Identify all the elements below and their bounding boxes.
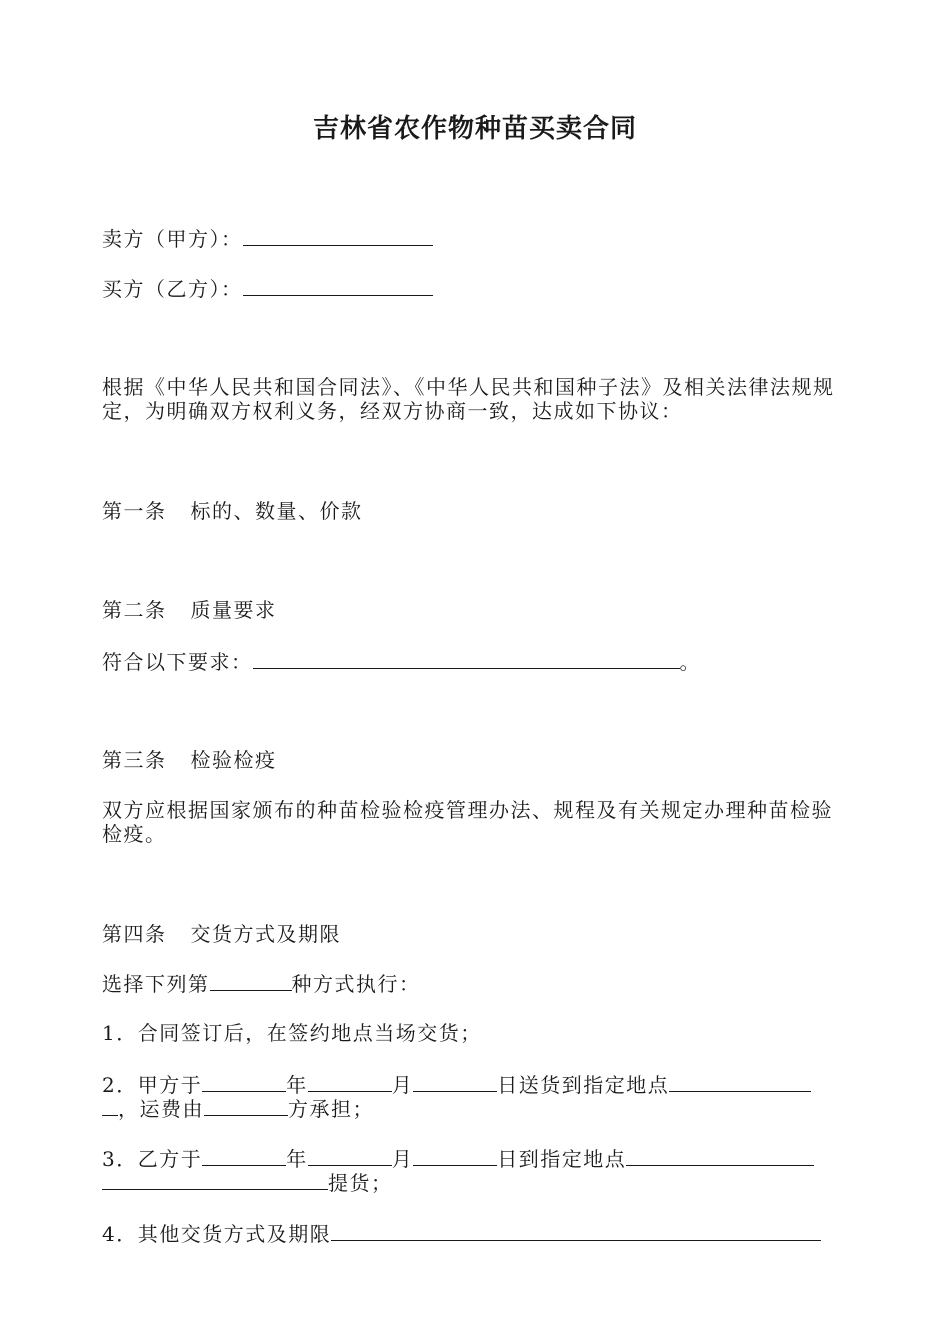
option-2-month-blank: [308, 1072, 392, 1092]
article3-number: 第三条: [102, 748, 167, 772]
method-number-blank: [210, 971, 292, 991]
article3-title: 检验检疫: [190, 748, 277, 772]
buyer-line: [102, 276, 852, 301]
buyer-label: 买方（乙方）：: [102, 277, 243, 301]
option-3-year-blank: [202, 1146, 286, 1166]
option-3-line-1: [102, 1146, 852, 1171]
option-2-line-1: [102, 1072, 852, 1097]
option-2-fee-blank: [204, 1096, 288, 1116]
buyer-blank: [243, 276, 433, 296]
option-2-day-text: 日送货到指定地点: [497, 1073, 670, 1097]
option-4-line: [102, 1221, 852, 1246]
option-3-end: 提货；: [328, 1171, 393, 1195]
option-4-blank: [331, 1221, 821, 1241]
article1-heading: [102, 499, 852, 523]
option-3-month-label: 月: [391, 1147, 414, 1171]
option-2-day-blank: [413, 1072, 497, 1092]
option-2-place-blank: [669, 1072, 811, 1092]
option-2-place-blank-cont: [102, 1096, 118, 1116]
option-3-day-text: 日到指定地点: [497, 1147, 627, 1171]
article4-title: 交货方式及期限: [190, 922, 341, 946]
option-3-prefix: 3．乙方于: [102, 1147, 203, 1171]
article2-number: 第二条: [102, 598, 167, 622]
quality-requirement-line: [102, 649, 852, 674]
article1-title: 标的、数量、价款: [190, 499, 363, 523]
choose-pre: 选择下列第: [102, 972, 210, 996]
preamble-paragraph: 根据《中华人民共和国合同法》、《中华人民共和国种子法》及相关法律法规规定，为明确双方权利义务，经双方协商一致，达成如下协议：: [102, 375, 835, 423]
seller-line: [102, 226, 852, 251]
option-2-fee-pre: ，运费由: [118, 1097, 204, 1121]
seller-blank: [243, 226, 433, 246]
option-2-prefix: 2．甲方于: [102, 1073, 203, 1097]
document-title: 吉林省农作物种苗买卖合同: [312, 114, 637, 144]
option-3-month-blank: [308, 1146, 392, 1166]
option-3-line-2: [102, 1170, 852, 1195]
option-2-fee-post: 方承担；: [288, 1097, 374, 1121]
option-3-day-blank: [413, 1146, 497, 1166]
article3-body: 双方应根据国家颁布的种苗检验检疫管理办法、规程及有关规定办理种苗检验检疫。: [102, 798, 833, 846]
option-1: 1．合同签订后，在签约地点当场交货；: [102, 1021, 482, 1045]
option-3-year-label: 年: [286, 1147, 308, 1171]
choose-method-line: [102, 971, 852, 996]
article4-number: 第四条: [102, 922, 167, 946]
option-2-year-label: 年: [286, 1073, 308, 1097]
article1-number: 第一条: [102, 499, 167, 523]
option-2-month-label: 月: [391, 1073, 414, 1097]
quality-label: 符合以下要求：: [102, 650, 253, 674]
option-3-place-blank: [626, 1146, 814, 1166]
choose-post: 种方式执行：: [291, 972, 421, 996]
seller-label: 卖方（甲方）：: [102, 227, 243, 251]
article4-heading: [102, 922, 852, 946]
option-2-line-2: [102, 1096, 852, 1121]
option-2-year-blank: [202, 1072, 286, 1092]
article3-heading: [102, 748, 852, 772]
article2-title: 质量要求: [190, 598, 277, 622]
article2-heading: [102, 598, 852, 622]
option-4-text: 4．其他交货方式及期限: [102, 1222, 332, 1246]
option-3-place-blank-cont: [102, 1170, 328, 1190]
quality-blank: [253, 649, 680, 669]
quality-line-end: 。: [679, 650, 701, 674]
